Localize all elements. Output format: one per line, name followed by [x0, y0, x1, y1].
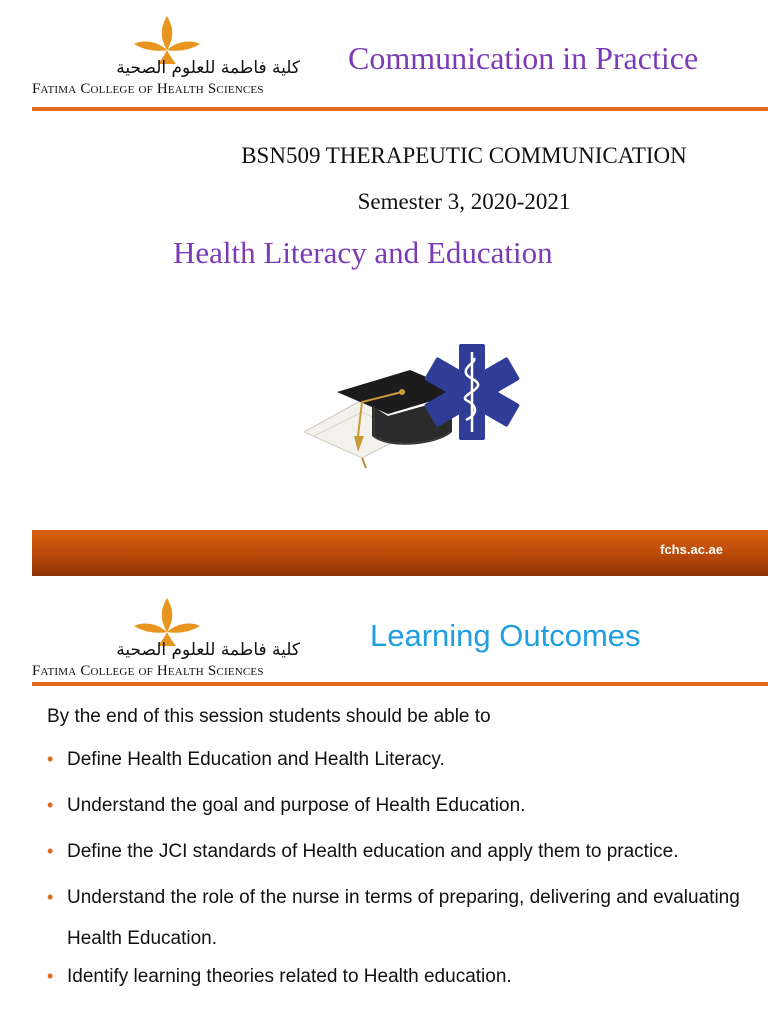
- semester-label: Semester 3, 2020-2021: [357, 189, 571, 214]
- intro-text: By the end of this session students should be able to: [47, 706, 491, 727]
- bullet-icon: •: [47, 749, 54, 769]
- course-code: BSN509 THERAPEUTIC COMMUNICATION: [241, 143, 687, 168]
- list-item: [47, 877, 762, 959]
- bullet-icon: •: [47, 966, 54, 986]
- list-item: [47, 794, 762, 817]
- footer-domain: fchs.ac.ae: [660, 542, 723, 557]
- list-item-text: Identify learning theories related to Health education.: [67, 966, 512, 987]
- bullet-icon: •: [47, 887, 54, 907]
- education-medicine-illustration: [292, 340, 542, 470]
- list-item: [47, 840, 762, 863]
- list-item: [47, 965, 762, 988]
- bullet-icon: •: [47, 795, 54, 815]
- college-logo: [32, 6, 307, 96]
- list-item-text: Understand the role of the nurse in terms of preparing, delivering and evaluating Health Education.: [67, 887, 740, 949]
- list-item-text: Understand the goal and purpose of Health Education.: [67, 795, 526, 816]
- college-name-arabic: كلية فاطمة للعلوم الصحية: [116, 640, 300, 660]
- list-item-text: Define the JCI standards of Health education and apply them to practice.: [67, 841, 679, 862]
- slide-header-title: Communication in Practice: [348, 40, 699, 76]
- list-item-text: Define Health Education and Health Literacy.: [67, 749, 445, 770]
- college-name-english: Fatima College of Health Sciences: [32, 81, 264, 97]
- list-item: [47, 748, 762, 771]
- topic-title: Health Literacy and Education: [173, 235, 553, 270]
- college-name-english: Fatima College of Health Sciences: [32, 663, 264, 679]
- footer-bar: [32, 530, 768, 576]
- bullet-icon: •: [47, 841, 54, 861]
- college-name-arabic: كلية فاطمة للعلوم الصحية: [116, 58, 300, 78]
- learning-outcomes-slide: [0, 582, 768, 1024]
- header-divider: [32, 107, 768, 111]
- header-divider: [32, 682, 768, 686]
- outcomes-list: [47, 748, 762, 1011]
- slide-title: Learning Outcomes: [370, 618, 641, 653]
- college-logo: [32, 588, 307, 678]
